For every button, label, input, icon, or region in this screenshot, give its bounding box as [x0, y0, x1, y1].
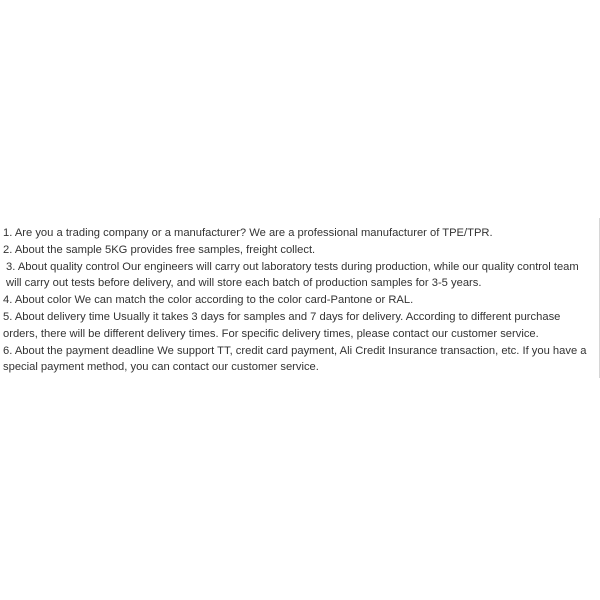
faq-item-quality-control: 3. About quality control Our engineers will carry out laboratory tests during production, while our quality control team will carry out tests before delivery, and will store each batch of production samples for 3-5 years. — [6, 260, 579, 290]
faq-text-block — [3, 225, 597, 376]
faq-item-sample: 2. About the sample 5KG provides free samples, freight collect. — [3, 243, 316, 256]
faq-item-color: 4. About color We can match the color according to the color card-Pantone or RAL. — [3, 294, 414, 307]
faq-item-payment-deadline: 6. About the payment deadline We support TT, credit card payment, Ali Credit Insurance transaction, etc. If you have a special payment method, you can contact our customer service. — [3, 344, 587, 374]
faq-item-delivery-time: 5. About delivery time Usually it takes 3 days for samples and 7 days for delivery. According to different purchase orders, there will be different delivery times. For specific delivery times, please contact our customer service. — [3, 310, 561, 340]
faq-item-trading-company: 1. Are you a trading company or a manufacturer? We are a professional manufacturer of TPE/TPR. — [3, 227, 493, 239]
